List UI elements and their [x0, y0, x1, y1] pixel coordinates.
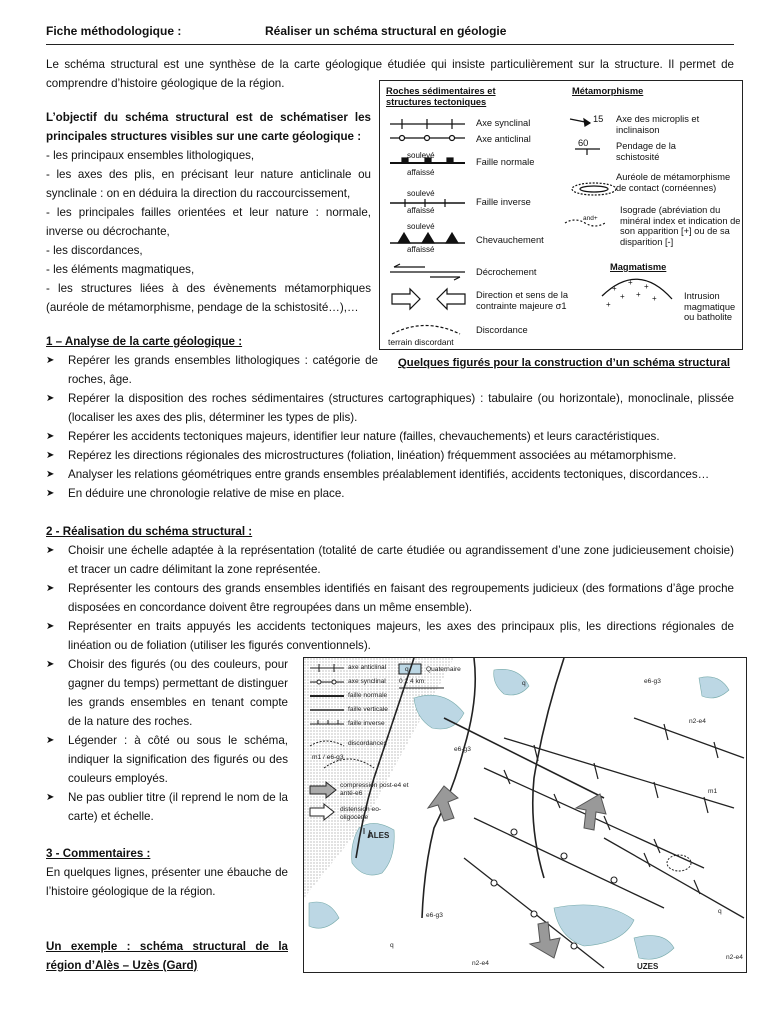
legend-aureole: Auréole de métamorphisme de contact (cornéennes) — [616, 172, 731, 193]
legend-lowered-2: affaissé — [407, 206, 435, 215]
map-legend-anticlinal: axe anticlinal — [348, 664, 387, 671]
map-label-q: q — [522, 680, 526, 687]
legend-lowered-3: affaissé — [407, 245, 435, 254]
legend-magmatism-title: Magmatisme — [610, 262, 667, 272]
map-legend-quaternaire: Quaternaire — [426, 666, 461, 673]
intro-paragraph: Le schéma structural est une synthèse de la carte géologique étudiée qui insiste particulièrement sur la structure. Il permet de comprendre d’histoire géologique de la région. — [46, 58, 734, 90]
legend-dip: Pendage de la schistosité — [616, 141, 676, 162]
list-item: ➤ Choisir des figurés (ou des couleurs, pour gagner du temps) permettant de distinguer les grands ensembles en tenant compte de la nature des roches. — [46, 655, 288, 731]
legend-anticlinal: Axe anticlinal — [476, 134, 531, 144]
section-1 — [46, 332, 734, 503]
legend-thrust: Chevauchement — [476, 235, 544, 245]
map-label-e6g3: e6-g3 — [426, 912, 443, 919]
legend-raised-2: soulevé — [407, 189, 435, 198]
legend-microfold-value: 15 — [593, 114, 604, 124]
objective-item: - les discordances, — [46, 244, 143, 257]
legend-synclinal: Axe synclinal — [476, 118, 531, 128]
objective-item: - les principaux ensembles lithologiques, — [46, 149, 255, 162]
objective-item: - les principales failles orientées et leur nature : normale, inverse ou décrochante, — [46, 206, 371, 238]
map-legend-vertical: faille verticale — [348, 706, 388, 713]
map-label-ales: ALES — [368, 831, 390, 840]
legend-microfolds: Axe des microplis et inclinaison — [616, 114, 700, 135]
svg-text:+: + — [636, 290, 641, 299]
symbols-legend — [379, 80, 743, 350]
map-legend-disc-codes: m1 / e6-g3 — [312, 754, 344, 761]
objective-item: - les structures liées à des évènements métamorphiques (auréole de métamorphisme, pendage de la schistosité…),… — [46, 282, 371, 314]
map-label-n2e4: n2-e4 — [689, 718, 706, 725]
legend-isograde: Isograde (abréviation du minéral index et indication de son apparition [+] ou de sa disparition [-] — [620, 205, 741, 247]
list-item: ➤ Repérer les accidents tectoniques majeurs, identifier leur nature (failles, chevauchements) et leurs caractéristiques. — [46, 427, 734, 446]
objective-block — [46, 108, 371, 317]
list-item: ➤ Représenter en traits appuyés les accidents tectoniques majeurs, les axes des principaux plis, les directions régionales de linéation ou de foliation (utiliser les figurés conventionnels). — [46, 617, 734, 655]
list-item: ➤ Repérer les grands ensembles lithologiques : catégorie de roches, âge. — [46, 351, 378, 389]
svg-text:+: + — [612, 284, 617, 293]
svg-text:+: + — [644, 282, 649, 291]
list-item: ➤ Représenter les contours des grands ensembles identifiés en faisant des regroupements judicieux (des formations d’âge proche disposées en concordance doivent être regroupées dans un même ensemble). — [46, 579, 734, 617]
section-3-title: 3 - Commentaires : — [46, 847, 151, 860]
legend-caption: Quelques figurés pour la construction d’un schéma structural — [398, 357, 731, 369]
legend-stress: Direction et sens de la contrainte majeure σ1 — [476, 290, 568, 311]
map-legend-inverse: faille inverse — [348, 720, 385, 727]
list-item: ➤ En déduire une chronologie relative de mise en place. — [46, 484, 734, 503]
svg-text:+: + — [652, 294, 657, 303]
list-item: ➤ Choisir une échelle adaptée à la représentation (totalité de carte étudiée ou agrandissement d’une zone judicieusement choisie) et tracer un cadre délimitant la zone représentée. — [46, 541, 734, 579]
section-1-title: 1 – Analyse de la carte géologique : — [46, 335, 243, 348]
legend-unconformable-land: terrain discordant — [388, 337, 454, 347]
legend-lowered-1: affaissé — [407, 168, 435, 177]
map-legend-normal: faille normale — [348, 692, 388, 699]
map-label-e6g3: e6-g3 — [644, 678, 661, 685]
section-2-title: 2 - Réalisation du schéma structural : — [46, 525, 253, 538]
structural-map — [303, 657, 747, 973]
objective-item: - les axes des plis, en précisant leur nature anticlinale ou synclinale : on en déduira la direction du raccourcissement, — [46, 168, 371, 200]
legend-col2-title: Métamorphisme — [572, 86, 644, 96]
map-scale: 0 2 4 km — [399, 678, 425, 685]
objective-item: - les éléments magmatiques, — [46, 263, 195, 276]
legend-col1-title: Roches sédimentaires et structures tectoniques — [386, 86, 496, 107]
map-label-e6g3: e6-g3 — [454, 746, 471, 753]
map-label-uzes: UZES — [637, 962, 659, 971]
header-divider — [46, 44, 734, 45]
map-label-n2e4: n2-e4 — [472, 960, 489, 967]
legend-unconformity: Discordance — [476, 325, 528, 335]
list-item: ➤ Repérez les directions régionales des microstructures (foliation, linéation) fréquemment associées au métamorphisme. — [46, 446, 734, 465]
svg-text:+: + — [628, 278, 633, 287]
objective-heading: L’objectif du schéma structural est de schématiser les principales structures visibles sur une carte géologique : — [46, 111, 371, 143]
legend-intrusion: Intrusion magmatique ou batholite — [684, 291, 736, 322]
legend-strike-slip: Décrochement — [476, 267, 537, 277]
list-item: ➤ Légender : à côté ou sous le schéma, indiquer la signification des figurés ou des couleurs employés. — [46, 731, 288, 788]
map-label-n2e4: n2-e4 — [726, 954, 743, 961]
section-3 — [46, 844, 288, 901]
map-legend-compression: compression post-e4 et anté-e6 — [340, 782, 409, 797]
legend-inverse-fault: Faille inverse — [476, 197, 531, 207]
list-item: ➤ Analyser les relations géométriques entre grands ensembles préalablement identifiés, accidents tectoniques, discordances… — [46, 465, 734, 484]
map-legend-distension: distension eo-oligocène — [340, 806, 382, 821]
map-label-q: q — [390, 942, 394, 949]
list-item: ➤ Repérer la disposition des roches sédimentaires (structures cartographiques) : tabulaire (ou horizontale), monoclinale, plissée (localiser les axes des plis, déterminer les types de plis). — [46, 389, 734, 427]
map-legend-discordances: discordances — [348, 740, 387, 747]
legend-dip-value: 60 — [578, 138, 589, 148]
legend-isograde-label: and+ — [583, 215, 598, 222]
legend-raised-3: soulevé — [407, 222, 435, 231]
svg-text:+: + — [620, 292, 625, 301]
section-3-text: En quelques lignes, présenter une ébauche de l’histoire géologique de la région. — [46, 866, 288, 898]
map-legend-q: q — [405, 666, 409, 673]
svg-text:+: + — [606, 300, 611, 309]
header-left: Fiche méthodologique : — [46, 24, 182, 38]
example-title: Un exemple : schéma structural de la région d’Alès – Uzès (Gard) — [46, 940, 288, 972]
legend-raised-1: soulevé — [407, 151, 435, 160]
legend-normal-fault: Faille normale — [476, 157, 535, 167]
map-legend-synclinal: axe synclinal — [348, 678, 386, 685]
list-item: ➤ Ne pas oublier titre (il reprend le nom de la carte) et échelle. — [46, 788, 288, 826]
map-label-q: q — [718, 908, 722, 915]
map-label-m1: m1 — [708, 788, 718, 795]
page-title: Réaliser un schéma structural en géologie — [265, 24, 507, 38]
